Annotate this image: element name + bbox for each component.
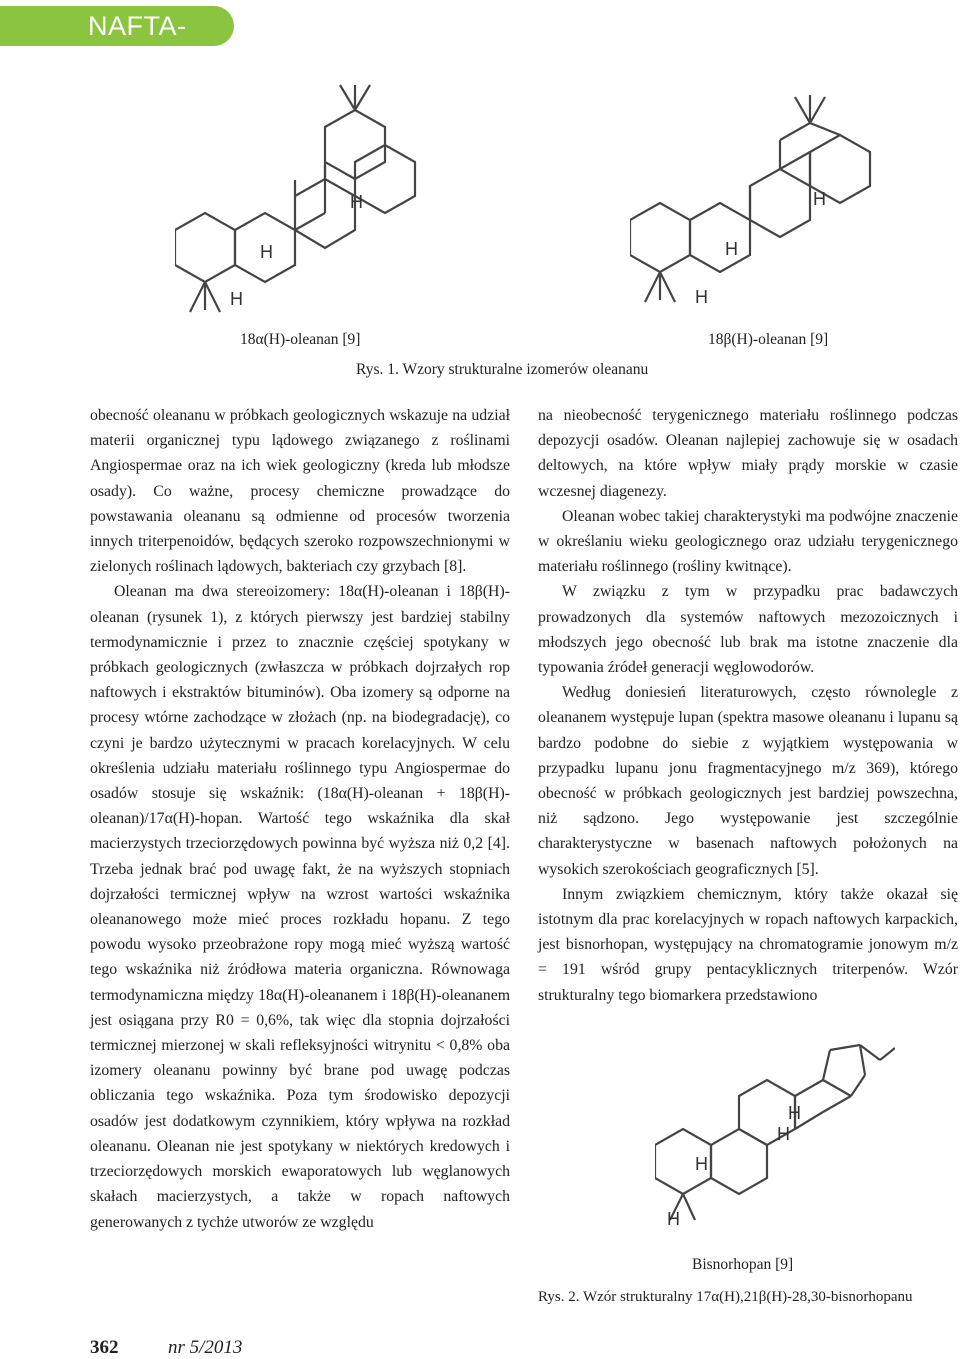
- figure1-caption: Rys. 1. Wzory strukturalne izomerów oleananu: [356, 361, 649, 378]
- h-label: H: [350, 192, 363, 212]
- paragraph: Oleanan wobec takiej charakterystyki ma podwójne znaczenie w określaniu wieku geologicznego oraz udziału terygenicznego materiału roślinnego (rośliny kwitnące).: [538, 507, 958, 576]
- bisnorhopan-structure: [655, 1030, 895, 1240]
- journal-title-tab: NAFTA-GAZ: [0, 6, 234, 46]
- figure1-label-left: 18α(H)-oleanan [9]: [240, 331, 361, 348]
- issue-number: nr 5/2013: [168, 1337, 243, 1358]
- figure2-label: Bisnorhopan [9]: [692, 1256, 794, 1273]
- paragraph: obecność oleananu w próbkach geologicznych wskazuje na udział materii organicznej typu lądowego związanego z roślinami Angiospermae oraz na ich wiek geologiczny (kreda lub młodsze osady). Co ważne, procesy chemiczne prowadzące do powstawania oleananu są odmienne od procesów tworzenia innych triterpenoidów, będących szeroko rozpowszechnionymi w zielonych roślinach lądowych, bakteriach czy grzybach [8].: [90, 407, 510, 576]
- paragraph: Według doniesień literaturowych, często równolegle z oleananem występuje lupan (spektra masowe oleananu i lupanu są bardzo podobne do siebie z wyjątkiem występowania w przypadku lupanu jonu fragmentacyjnego m/z 369), którego obecność w próbkach geologicznych jest bardziej powszechna, niż sądzono. Jego występowanie jest szczególnie charakterystyczne w basenach naftowych położonych na wysokich szerokościach geograficznych [5].: [538, 684, 958, 878]
- right-column: [538, 403, 958, 1008]
- page-number: 362: [90, 1337, 119, 1358]
- left-column: [90, 403, 510, 1235]
- h-label: H: [725, 239, 738, 259]
- h-label: H: [788, 1103, 801, 1123]
- h-label: H: [777, 1124, 790, 1144]
- paragraph: na nieobecność terygenicznego materiału roślinnego podczas depozycji osadów. Oleanan najlepiej zachowuje się w osadach deltowych, na które wpływ miały prądy morskie w czasie wczesnej diagenezy.: [538, 407, 958, 500]
- h-label: H: [230, 289, 243, 309]
- h-label: H: [667, 1209, 680, 1229]
- paragraph: Oleanan ma dwa stereoizomery: 18α(H)-oleanan i 18β(H)-oleanan (rysunek 1), z których pierwszy jest bardziej stabilny termodynamicznie i przez to znacznie częściej spotykany w próbkach geologicznych (zwłaszcza w próbkach dojrzałych rop naftowych i ekstraktów bituminów). Oba izomery są odporne na procesy wtórne zachodzące w złożach (np. na biodegradację), co czyni je bardzo użytecznymi w pracach korelacyjnych. W celu określenia udziału materiału roślinnego typu Angiospermae do osadów stosuje się wskaźnik: (18α(H)-oleanan + 18β(H)-oleanan)/17α(H)-hopan. Wartość tego wskaźnika dla skał macierzystych trzeciorzędowych powinna być wyższa niż 0,2 [4]. Trzeba jednak brać pod uwagę fakt, że na wyższych stopniach dojrzałości termicznej wpływ na wzrost wartości wskaźnika oleananowego może mieć proces rozkładu hopanu. Z tego powodu wysoko przeobrażone ropy mogą mieć wyższą wartość tego wskaźnika niż źródłowa materia organiczna. Równowaga termodynamiczna między 18α(H)-oleananem i 18β(H)-oleananem jest osiągana przy R0 = 0,6%, tak więc dla stopnia dojrzałości termicznej mierzonej w skali refleksyjności witrynitu < 0,8% oba izomery oleananu powinny być brane pod uwagę podczas obliczania tego wskaźnika. Poza tym środowisko depozycji osadów jest dodatkowym czynnikiem, który wpływa na rozkład oleananu. Oleanan nie jest spotykany w niektórych kredowych i trzeciorzędowych morskich ewaporatowych lub węglanowych skałach macierzystych, a także w ropach naftowych generowanych z tychże utworów ze względu: [90, 583, 510, 1231]
- h-label: H: [260, 242, 273, 262]
- paragraph: Innym związkiem chemicznym, który także okazał się istotnym dla prac korelacyjnych w ropach naftowych karpackich, jest bisnorhopan, występujący na chromatogramie jonowym m/z = 191 wśród grupy pentacyklicznych triterpenów. Wzór strukturalny tego biomarkera przedstawiono: [538, 885, 958, 1004]
- h-label: H: [695, 1154, 708, 1174]
- h-label: H: [695, 287, 708, 307]
- oleanan-18beta-structure: [630, 85, 880, 315]
- h-label: H: [813, 189, 826, 209]
- oleanan-18alpha-structure: [175, 80, 435, 320]
- figure1-label-right: 18β(H)-oleanan [9]: [708, 331, 829, 348]
- figure2-caption: Rys. 2. Wzór strukturalny 17α(H),21β(H)-28,30-bisnorhopanu: [538, 1289, 913, 1305]
- paragraph: W związku z tym w przypadku prac badawczych prowadzonych dla systemów naftowych mezozoicznych i młodszych jego obecność lub brak ma istotne znaczenie dla typowania źródeł generacji węglowodorów.: [538, 583, 958, 677]
